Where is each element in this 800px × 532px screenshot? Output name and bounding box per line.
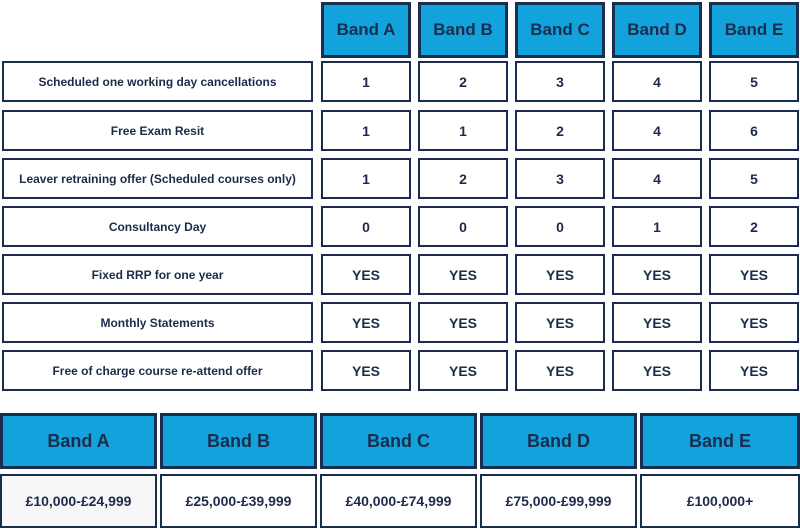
band-header-c: Band C — [515, 2, 605, 58]
benefit-value-cell: YES — [612, 302, 702, 343]
benefit-value-cell: YES — [709, 302, 799, 343]
benefit-value-cell: 2 — [515, 110, 605, 151]
benefit-value-cell: 0 — [418, 206, 508, 247]
benefit-label: Consultancy Day — [2, 206, 313, 247]
band-header-b: Band B — [418, 2, 508, 58]
benefit-value-cell: 0 — [515, 206, 605, 247]
benefit-label: Scheduled one working day cancellations — [2, 61, 313, 102]
pricing-band-header: Band D — [480, 413, 637, 469]
benefit-value-cell: YES — [709, 350, 799, 391]
benefit-value-cell: YES — [321, 350, 411, 391]
pricing-range-cell: £75,000-£99,999 — [480, 474, 637, 528]
benefit-value-cell: 3 — [515, 158, 605, 199]
benefit-value-cell: 4 — [612, 158, 702, 199]
pricing-band-header: Band C — [320, 413, 477, 469]
benefit-value-cell: YES — [612, 350, 702, 391]
pricing-band-header: Band A — [0, 413, 157, 469]
benefit-value-cell: YES — [515, 254, 605, 295]
benefit-label: Leaver retraining offer (Scheduled courses only) — [2, 158, 313, 199]
pricing-range-cell: £25,000-£39,999 — [160, 474, 317, 528]
band-header-e: Band E — [709, 2, 799, 58]
benefit-value-cell: YES — [612, 254, 702, 295]
benefit-label: Free Exam Resit — [2, 110, 313, 151]
benefit-value-cell: 1 — [321, 158, 411, 199]
pricing-band-header: Band E — [640, 413, 800, 469]
benefit-label: Monthly Statements — [2, 302, 313, 343]
benefit-label: Fixed RRP for one year — [2, 254, 313, 295]
benefit-value-cell: 6 — [709, 110, 799, 151]
benefit-value-cell: 1 — [321, 61, 411, 102]
benefit-value-cell: 2 — [709, 206, 799, 247]
pricing-range-cell: £10,000-£24,999 — [0, 474, 157, 528]
benefit-value-cell: YES — [515, 350, 605, 391]
band-header-d: Band D — [612, 2, 702, 58]
benefit-value-cell: YES — [321, 254, 411, 295]
benefit-value-cell: YES — [418, 350, 508, 391]
benefit-value-cell: 2 — [418, 61, 508, 102]
pricing-range-cell: £100,000+ — [640, 474, 800, 528]
benefit-value-cell: 3 — [515, 61, 605, 102]
band-header-a: Band A — [321, 2, 411, 58]
benefit-value-cell: 1 — [612, 206, 702, 247]
benefit-value-cell: 2 — [418, 158, 508, 199]
benefit-value-cell: 5 — [709, 61, 799, 102]
benefit-value-cell: 1 — [418, 110, 508, 151]
benefit-value-cell: YES — [515, 302, 605, 343]
benefit-value-cell: 4 — [612, 110, 702, 151]
benefit-value-cell: 4 — [612, 61, 702, 102]
benefit-value-cell: 5 — [709, 158, 799, 199]
benefit-value-cell: YES — [418, 254, 508, 295]
benefit-label: Free of charge course re-attend offer — [2, 350, 313, 391]
benefit-value-cell: YES — [418, 302, 508, 343]
benefit-value-cell: YES — [321, 302, 411, 343]
pricing-band-header: Band B — [160, 413, 317, 469]
benefit-value-cell: 1 — [321, 110, 411, 151]
benefit-value-cell: 0 — [321, 206, 411, 247]
pricing-range-cell: £40,000-£74,999 — [320, 474, 477, 528]
benefit-value-cell: YES — [709, 254, 799, 295]
